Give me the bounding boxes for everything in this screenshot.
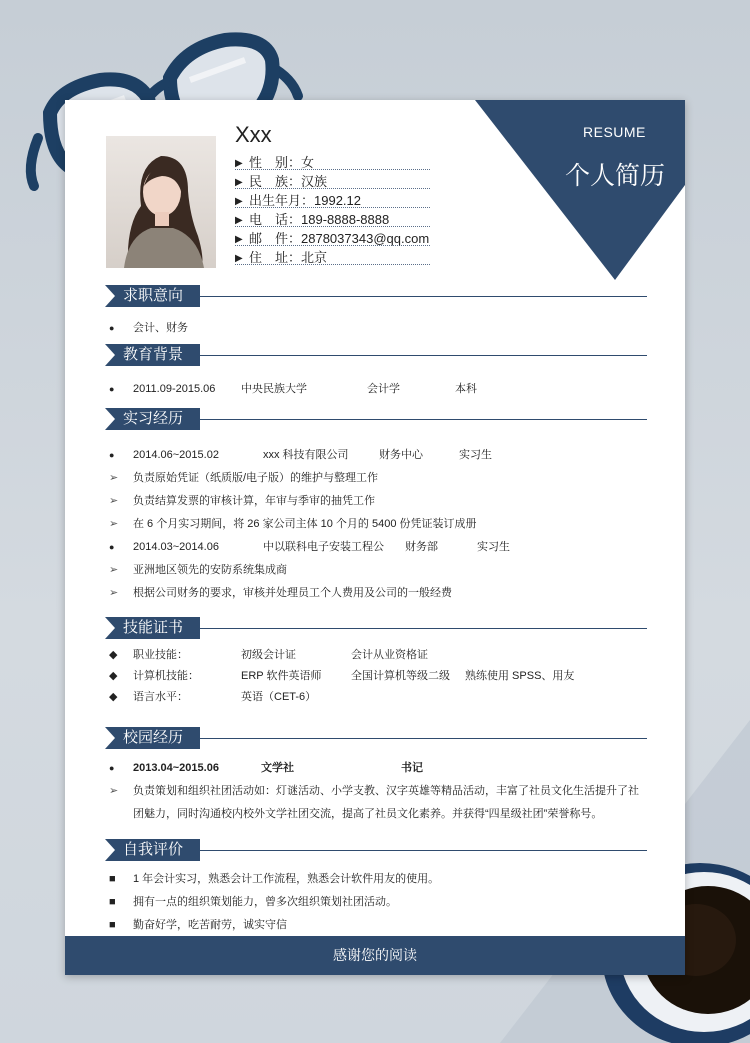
resume-en-title: RESUME: [583, 124, 646, 140]
info-row-gender: ▶ 性 别：女: [235, 152, 430, 170]
triangle-bullet-icon: ▶: [235, 177, 243, 188]
list-item: ■ 1 年会计实习，熟悉会计工作流程，熟悉会计软件用友的使用。: [109, 873, 440, 885]
resume-cn-title: 个人简历: [564, 162, 665, 190]
internship-row: ● 2014.03~2014.06 中以联科电子安装工程公 财务部 实习生: [109, 541, 510, 553]
triangle-bullet-icon: ▶: [235, 215, 243, 226]
list-item: ➢ 负责结算发票的审核计算，年审与季审的抽凭工作: [109, 495, 375, 507]
list-item: ➢ 根据公司财务的要求，审核并处理员工个人费用及公司的一般经费: [109, 587, 452, 599]
square-bullet-icon: ■: [109, 919, 116, 931]
square-bullet-icon: ■: [109, 896, 116, 908]
section-objective-header: [105, 285, 647, 307]
section-internship-header: [105, 408, 647, 430]
divider: [200, 419, 647, 420]
list-item: ➢ 负责策划和组织社团活动如：灯谜活动、小学支教、汉字英雄等精品活动，丰富了社员文化生活提升了社: [109, 785, 639, 797]
diamond-bullet-icon: ◆: [109, 649, 118, 661]
internship-row: ● 2014.06~2015.02 xxx 科技有限公司 财务中心 实习生: [109, 449, 492, 461]
dot-bullet-icon: ●: [109, 384, 115, 394]
resume-paper: [65, 100, 685, 975]
info-row-birth: ▶ 出生年月：1992.12: [235, 190, 430, 208]
avatar: [106, 136, 216, 268]
dot-bullet-icon: ●: [109, 763, 115, 773]
dot-bullet-icon: ●: [109, 450, 115, 460]
divider: [200, 628, 647, 629]
dot-bullet-icon: ●: [109, 323, 115, 333]
section-title: 自我评价: [105, 839, 200, 861]
list-item: ■ 拥有一点的组织策划能力，曾多次组织策划社团活动。: [109, 896, 397, 908]
list-item: ➢ 在 6 个月实习期间，将 26 家公司主体 10 个月的 5400 份凭证装订成册: [109, 518, 477, 530]
info-row-address: ▶ 住 址：北京: [235, 247, 430, 265]
diamond-bullet-icon: ◆: [109, 691, 118, 703]
skills-row: ◆ 计算机技能： ERP 软件英语师 全国计算机等级二级 熟练使用 SPSS、用友: [109, 670, 575, 682]
diamond-bullet-icon: ◆: [109, 670, 118, 682]
skills-row: ◆ 职业技能： 初级会计证 会计从业资格证: [109, 649, 428, 661]
list-item: ➢ 负责原始凭证（纸质版/电子版）的维护与整理工作: [109, 472, 379, 484]
campus-row: ● 2013.04~2015.06 文学社 书记: [109, 762, 423, 774]
education-row: ● 2011.09-2015.06 中央民族大学 会计学 本科: [109, 383, 477, 395]
arrow-bullet-icon: ➢: [109, 564, 119, 576]
section-education-header: [105, 344, 647, 366]
triangle-bullet-icon: ▶: [235, 253, 243, 264]
skills-row: ◆ 语言水平： 英语（CET-6）: [109, 691, 317, 703]
section-skills-header: [105, 617, 647, 639]
triangle-bullet-icon: ▶: [235, 158, 243, 169]
section-title: 教育背景: [105, 344, 200, 366]
info-row-ethnicity: ▶ 民 族：汉族: [235, 171, 430, 189]
list-item: ■ 勤奋好学，吃苦耐劳，诚实守信: [109, 919, 287, 931]
section-title: 求职意向: [105, 285, 200, 307]
section-evaluation-header: [105, 839, 647, 861]
portrait-icon: [106, 136, 216, 268]
section-title: 技能证书: [105, 617, 200, 639]
dot-bullet-icon: ●: [109, 542, 115, 552]
arrow-bullet-icon: ➢: [109, 518, 119, 530]
section-title: 校园经历: [105, 727, 200, 749]
divider: [200, 738, 647, 739]
arrow-bullet-icon: ➢: [109, 587, 119, 599]
info-row-email: ▶ 邮 件：2878037343@qq.com: [235, 228, 430, 246]
arrow-bullet-icon: ➢: [109, 472, 119, 484]
square-bullet-icon: ■: [109, 873, 116, 885]
section-campus-header: [105, 727, 647, 749]
list-item: ● 会计、财务: [109, 322, 188, 334]
arrow-bullet-icon: ➢: [109, 785, 119, 797]
section-title: 实习经历: [105, 408, 200, 430]
divider: [200, 296, 647, 297]
list-item-continuation: 团魅力，同时沟通校内校外文学社团交流，提高了社员文化素养。并获得“四星级社团”荣誉称号。: [133, 808, 603, 820]
divider: [200, 850, 647, 851]
list-item: ➢ 亚洲地区领先的安防系统集成商: [109, 564, 287, 576]
triangle-bullet-icon: ▶: [235, 196, 243, 207]
candidate-name: Xxx: [235, 122, 272, 147]
triangle-bullet-icon: ▶: [235, 234, 243, 245]
arrow-bullet-icon: ➢: [109, 495, 119, 507]
divider: [200, 355, 647, 356]
info-row-phone: ▶ 电 话：189-8888-8888: [235, 209, 430, 227]
footer-banner: 感谢您的阅读: [65, 936, 685, 975]
